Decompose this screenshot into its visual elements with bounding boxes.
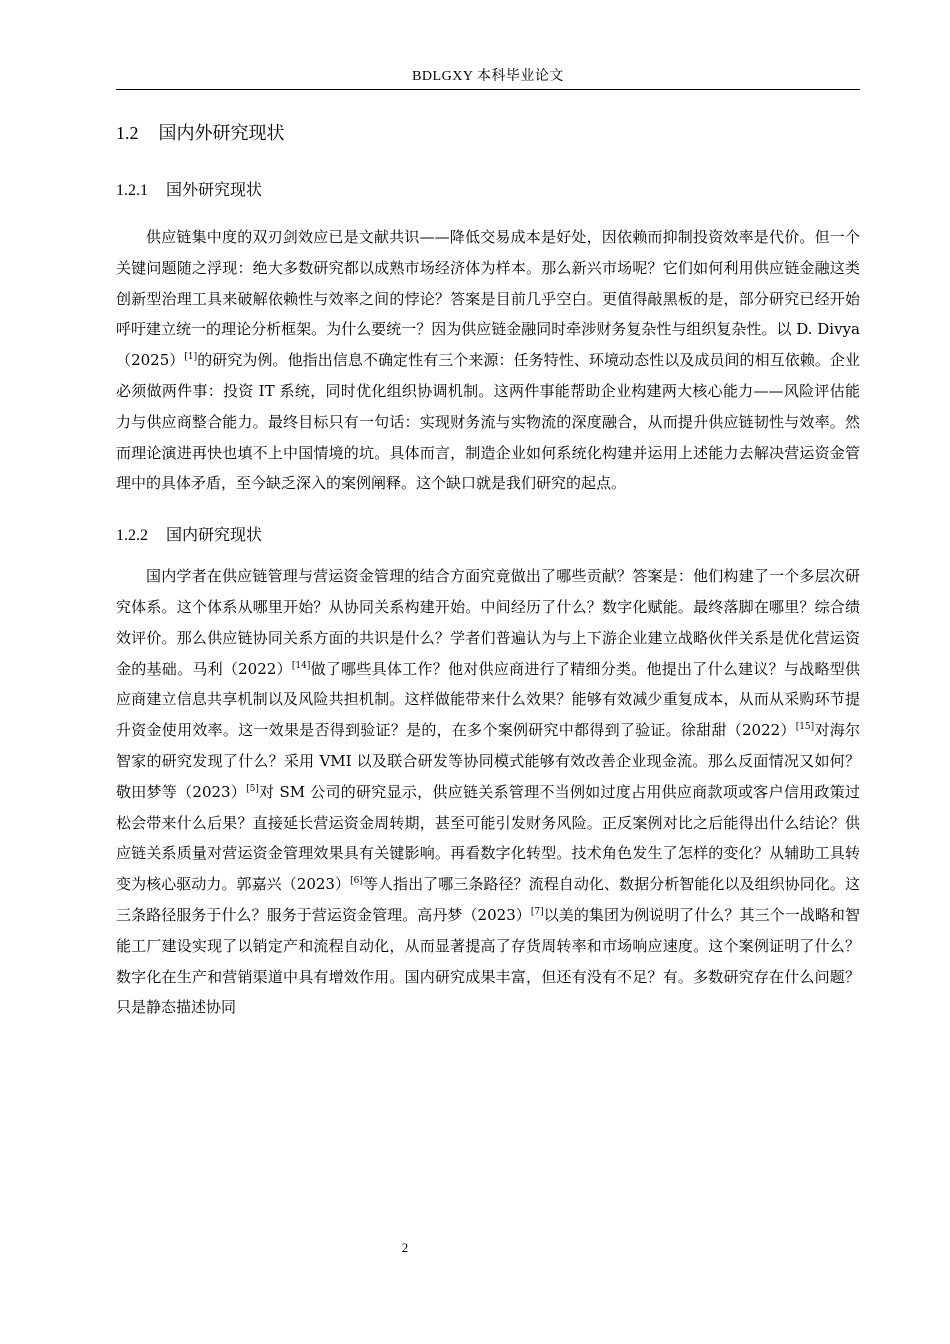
paragraph-foreign-research: [116, 222, 860, 499]
subsection-heading-domestic: [116, 517, 860, 553]
citation-marker: [5]: [246, 783, 259, 794]
page-number: 2: [401, 1240, 409, 1255]
paragraph-text: 做了哪些具体工作？他对供应商进行了精细分类。他提出了什么建议？与战略型供应商建立信息共享机制以及风险共担机制。这样做能带来什么效果？能够有效减少重复成本，从而从采购环节提升资金使用效率。这一效果是否得到验证？是的，在多个案例研究中都得到了验证。徐甜甜（2022）: [116, 659, 860, 740]
header-rule: [116, 89, 860, 90]
paragraph-text: 国内学者在供应链管理与营运资金管理的结合方面究竟做出了哪些贡献？答案是：他们构建了一个多层次研究体系。这个体系从哪里开始？从协同关系构建开始。中间经历了什么？数字化赋能。最终落脚在哪里？综合绩效评价。那么供应链协同关系方面的共识是什么？学者们普遍认为与上下游企业建立战略伙伴关系是优化营运资金的基础。马利（2022）: [116, 567, 860, 678]
paragraph-text: 的研究为例。他指出信息不确定性有三个来源：任务特性、环境动态性以及成员间的相互依赖。企业必须做两件事：投资 IT 系统，同时优化组织协调机制。这两件事能帮助企业构建两大核心能力——风险评估能力与供应商整合能力。最终目标只有一句话：实现财务流与实物流的深度融合，从而提升供应链韧性与效率。然而理论演进再快也填不上中国情境的坑。具体而言，制造企业如何系统化构建并运用上述能力去解决营运资金管理中的具体矛盾，至今缺乏深入的案例阐释。这个缺口就是我们研究的起点。: [116, 351, 860, 493]
citation-marker: [1]: [184, 352, 198, 363]
section-number: 1.2: [116, 123, 139, 143]
paragraph-text: 对 SM 公司的研究显示，供应链关系管理不当例如过度占用供应商款项或客户信用政策过松会带来什么后果？直接延长营运资金周转期，甚至可能引发财务风险。正反案例对比之后能得出什么结论？供应链关系质量对营运资金管理效果具有关键影响。再看数字化转型。技术角色发生了怎样的变化？从辅助工具转变为核心驱动力。郭嘉兴（2023）: [116, 782, 860, 894]
paragraph-domestic-research: [116, 561, 860, 1023]
citation-marker: [6]: [350, 876, 363, 887]
section-title: 国内外研究现状: [158, 123, 285, 144]
running-header: BDLGXY 本科毕业论文: [412, 69, 564, 84]
subsection-number-domestic: 1.2.2: [116, 527, 148, 545]
subsection-heading-foreign: [116, 172, 860, 208]
section-heading: [116, 112, 860, 154]
paragraph-text: 供应链集中度的双刃剑效应已是文献共识——降低交易成本是好处，因依赖而抑制投资效率是代价。但一个关键问题随之浮现：绝大多数研究都以成熟市场经济体为样本。那么新兴市场呢？它们如何利用供应链金融这类创新型治理工具来破解依赖性与效率之间的悖论？答案是目前几乎空白。更值得敲黑板的是，部分研究已经开始呼吁建立统一的理论分析框架。为什么要统一？因为供应链金融同时牵涉财务复杂性与组织复杂性。以 D. Divya（2025）: [116, 228, 860, 370]
subsection-number-foreign: 1.2.1: [116, 182, 148, 199]
citation-marker: [15]: [795, 722, 815, 733]
page-body: [116, 112, 860, 1023]
paragraph-text: 以美的集团为例说明了什么？其三个一战略和智能工厂建设实现了以销定产和流程自动化，从而显著提高了存货周转率和市场响应速度。这个案例证明了什么？数字化在生产和营销渠道中具有增效作用。国内研究成果丰富，但还有没有不足？有。多数研究存在什么问题？只是静态描述协同: [116, 905, 860, 1017]
citation-marker: [7]: [530, 906, 544, 917]
citation-marker: [14]: [291, 660, 311, 671]
subsection-title-foreign: 国外研究现状: [166, 180, 263, 199]
paragraph-text: 对海尔智家的研究发现了什么？采用 VMI 以及联合研发等协同模式能够有效改善企业现金流。那么反面情况又如何？敬田梦等（2023）: [116, 721, 860, 801]
subsection-title-domestic: 国内研究现状: [166, 525, 263, 545]
paragraph-text: 等人指出了哪三条路径？流程自动化、数据分析智能化以及组织协同化。这三条路径服务于什么？服务于营运资金管理。高丹梦（2023）: [116, 875, 860, 924]
